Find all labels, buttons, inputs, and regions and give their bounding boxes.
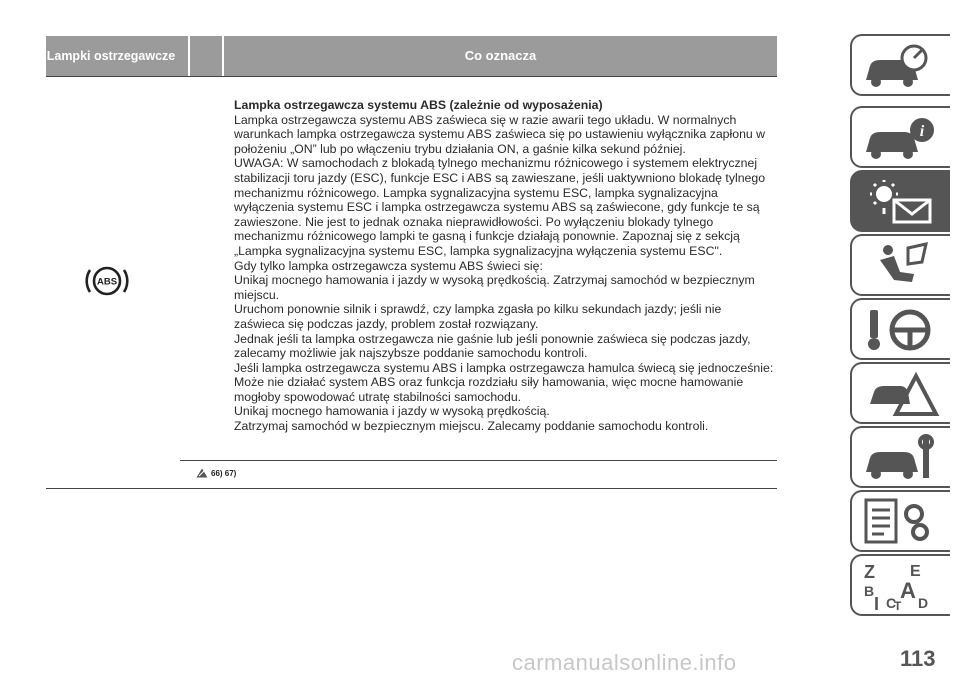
- index-letter: A: [900, 578, 916, 603]
- header-separator: [188, 36, 190, 76]
- paragraph: Jednak jeśli ta lampka ostrzegawcza nie gaśnie lub jeśli ponownie zaświeca się podczas jazdy, zalecamy możliwie jak najszybsze poddanie samochodu kontroli.: [234, 331, 751, 361]
- paragraph: Unikaj mocnego hamowania i jazdy w wysoką prędkością.: [234, 404, 550, 419]
- steering-key-icon: [860, 306, 940, 354]
- warning-triangle-icon: [860, 370, 940, 418]
- index-letter: Z: [864, 562, 875, 582]
- tab-emergency[interactable]: [850, 362, 950, 424]
- paragraph: Lampka ostrzegawcza systemu ABS zaświeca się w razie awarii tego układu. W normalnych warunkach lampka ostrzegawcza systemu ABS zaświeca się po ustawieniu wyłącznika zapłonu w położeniu „ON” lub po włączeniu trybu działania ON, a gaśnie kilka sekund później.: [234, 112, 766, 156]
- paragraph: Gdy tylko lampka ostrzegawcza systemu ABS świeci się:: [234, 258, 543, 273]
- index-letter: T: [894, 599, 902, 612]
- abs-label: ABS: [96, 276, 118, 288]
- svg-text:i: i: [919, 123, 925, 140]
- warning-light-message-icon: [860, 178, 940, 226]
- paragraph: Może nie działać system ABS oraz funkcja rozdziału siły hamowania, więc mocne hamowanie mogłoby spowodować utratę stabilności samochodu.: [234, 375, 744, 404]
- paragraph: Unikaj mocnego hamowania i jazdy w wysoką prędkością. Zatrzymaj samochód w bezpiecznym miejscu.: [234, 273, 755, 302]
- table-header: [46, 36, 777, 76]
- alphabet-index-icon: [860, 562, 940, 612]
- paragraph: Uruchom ponownie silnik i sprawdź, czy lampka zgasła po kilku sekundach jazdy; jeśli nie zaświeca się podczas jazdy, problem został rozwiązany.: [234, 302, 722, 331]
- reference-notes[interactable]: [196, 468, 236, 478]
- car-wrench-icon: [860, 434, 940, 482]
- abs-warning-icon: [84, 258, 130, 304]
- warning-ref-icon: [196, 468, 208, 478]
- reference-numbers: 66) 67): [211, 468, 237, 478]
- tab-starting-driving[interactable]: [850, 298, 950, 360]
- car-dashboard-icon: [860, 42, 940, 90]
- tab-index[interactable]: [850, 554, 950, 616]
- specs-gear-icon: [860, 498, 940, 546]
- tab-warning-lights[interactable]: [850, 170, 950, 232]
- paragraph: Zatrzymaj samochód w bezpiecznym miejscu. Zalecamy poddanie samochodu kontroli.: [234, 419, 709, 434]
- tab-technical-data[interactable]: [850, 490, 950, 552]
- paragraph: UWAGA: W samochodach z blokadą tylnego mechanizmu różnicowego i systemem elektrycznej stabilizacji toru jazdy (ESC), funkcje ESC i ABS są zawieszane, jeśli uaktywniono blokadę tylnego mechanizmu różnicowego. Lampka sygnalizacyjna systemu ESC, lampka sygnalizacyjna wyłączenia systemu ESC i lampka ostrzegawcza systemu ABS są zaświecone, gdy funkcje te są zawieszone. Nie jest to jednak oznaka nieprawidłowości. Po wyłączeniu blokady tylnego mechanizmu różnicowego lampki te gasną i funkcje działają ponownie. Zapoznaj się z sekcją „Lampka sygnalizacyjna systemu ESC, lampka sygnalizacyjna wyłączenia systemu ESC".: [234, 156, 766, 258]
- index-letter: C: [886, 595, 897, 611]
- index-letter: B: [864, 583, 875, 599]
- section-title: Lampka ostrzegawcza systemu ABS (zależnie od wyposażenia): [234, 98, 603, 112]
- tab-info[interactable]: [850, 106, 950, 168]
- content-divider: [180, 460, 777, 461]
- index-letter: I: [874, 594, 880, 612]
- car-info-icon: [860, 114, 940, 162]
- description-block: [234, 98, 774, 434]
- index-letter: D: [918, 595, 929, 611]
- tab-maintenance[interactable]: [850, 426, 950, 488]
- paragraph: Jeśli lampka ostrzegawcza systemu ABS i lampka ostrzegawcza hamulca świecą się jednocześnie:: [234, 360, 774, 375]
- header-right-label: Co oznacza: [464, 48, 537, 63]
- airbag-seat-icon: [860, 242, 940, 290]
- header-left-label: Lampki ostrzegawcze: [46, 49, 176, 63]
- header-divider: [46, 76, 777, 77]
- footer-divider: [46, 488, 777, 489]
- watermark: carmanualsonline.info: [512, 650, 737, 675]
- tab-dashboard[interactable]: [850, 34, 950, 96]
- index-letter: E: [910, 563, 921, 580]
- tab-safety[interactable]: [850, 234, 950, 296]
- page-number: 113: [900, 646, 936, 671]
